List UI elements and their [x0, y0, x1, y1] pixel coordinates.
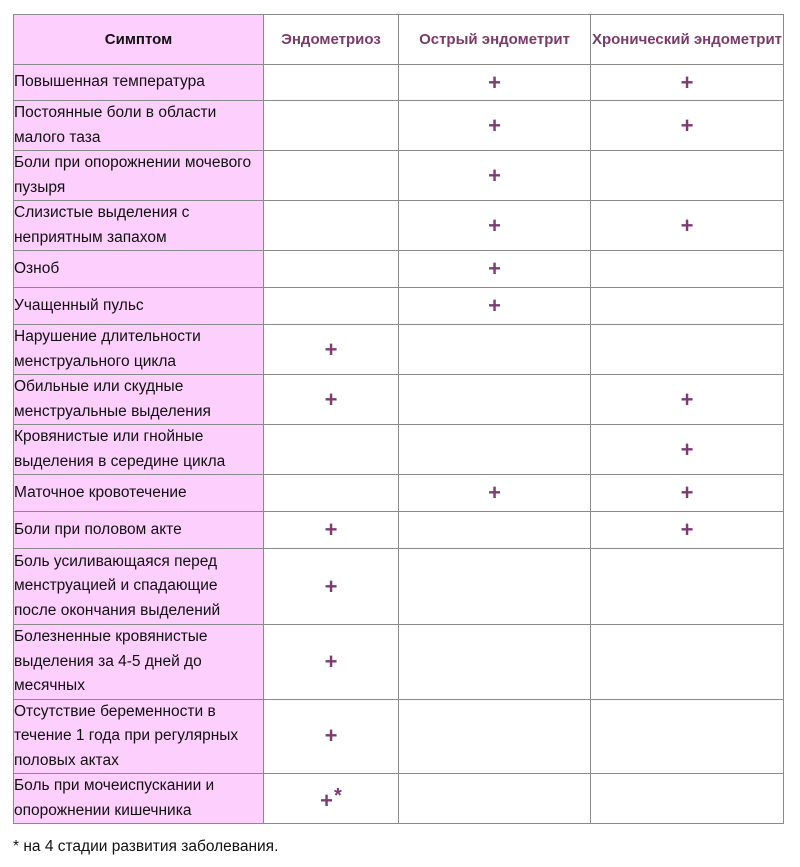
- header-acute-endometritis: Острый эндометрит: [399, 15, 591, 65]
- endometriosis-mark: [264, 625, 399, 700]
- endometriosis-mark: [264, 101, 399, 151]
- acute-mark: [399, 375, 591, 425]
- acute-mark: [399, 325, 591, 375]
- table-row: [14, 288, 784, 325]
- plus-mark: +: [320, 788, 334, 813]
- plus-mark: +: [488, 256, 501, 281]
- chronic-mark: [591, 65, 784, 101]
- acute-mark: [399, 288, 591, 325]
- table-row: [14, 425, 784, 475]
- symptom-cell: Кровянистые или гнойные выделения в середине цикла: [14, 425, 264, 475]
- chronic-mark: [591, 625, 784, 700]
- acute-mark: [399, 65, 591, 101]
- chronic-mark: [591, 774, 784, 824]
- header-endometriosis: Эндометриоз: [264, 15, 399, 65]
- symptom-cell: Боли при опорожнении мочевого пузыря: [14, 151, 264, 201]
- chronic-mark: [591, 151, 784, 201]
- endometriosis-mark: [264, 549, 399, 625]
- symptom-cell: Боль усиливающаяся перед менструацией и спадающие после окончания выделений: [14, 549, 264, 625]
- acute-mark: [399, 251, 591, 288]
- table-row: [14, 201, 784, 251]
- header-symptom: Симптом: [14, 15, 264, 65]
- symptom-comparison-table: [13, 14, 784, 824]
- table-row: [14, 325, 784, 375]
- table-row: [14, 375, 784, 425]
- table-row: [14, 65, 784, 101]
- plus-mark: +: [680, 69, 694, 95]
- table-row: [14, 512, 784, 549]
- chronic-mark: [591, 699, 784, 774]
- endometriosis-mark: [264, 325, 399, 375]
- plus-mark: +: [324, 336, 338, 362]
- acute-mark: [399, 475, 591, 512]
- acute-mark: [399, 425, 591, 475]
- plus-mark: +: [488, 162, 501, 188]
- endometriosis-mark: [264, 65, 399, 101]
- plus-mark: +: [488, 212, 501, 238]
- plus-mark: +: [488, 480, 501, 505]
- acute-mark: [399, 151, 591, 201]
- plus-mark: +: [680, 112, 694, 138]
- symptom-cell: Постоянные боли в области малого таза: [14, 101, 264, 151]
- plus-mark: +: [324, 517, 338, 542]
- symptom-cell: Маточное кровотечение: [14, 475, 264, 512]
- plus-mark: +: [680, 480, 694, 505]
- acute-mark: [399, 549, 591, 625]
- table-row: [14, 774, 784, 824]
- plus-mark: +: [324, 573, 338, 599]
- endometriosis-mark: [264, 251, 399, 288]
- plus-mark: +: [488, 293, 501, 318]
- plus-mark: +: [680, 517, 694, 542]
- endometriosis-mark: [264, 151, 399, 201]
- acute-mark: [399, 774, 591, 824]
- endometriosis-mark: [264, 201, 399, 251]
- table-row: [14, 699, 784, 774]
- symptom-cell: Боли при половом акте: [14, 512, 264, 549]
- plus-mark: +: [324, 648, 338, 674]
- endometriosis-mark: [264, 699, 399, 774]
- endometriosis-mark: [264, 288, 399, 325]
- plus-mark: +: [324, 723, 338, 749]
- symptom-cell: Обильные или скудные менструальные выделения: [14, 375, 264, 425]
- plus-mark: +: [324, 386, 338, 412]
- table-row: [14, 625, 784, 700]
- chronic-mark: [591, 475, 784, 512]
- table-row: [14, 251, 784, 288]
- symptom-cell: Болезненные кровянистые выделения за 4-5 дней до месячных: [14, 625, 264, 700]
- endometriosis-mark: [264, 512, 399, 549]
- acute-mark: [399, 625, 591, 700]
- chronic-mark: [591, 512, 784, 549]
- symptom-cell: Учащенный пульс: [14, 288, 264, 325]
- acute-mark: [399, 101, 591, 151]
- acute-mark: [399, 201, 591, 251]
- chronic-mark: [591, 425, 784, 475]
- endometriosis-mark: [264, 774, 399, 824]
- chronic-mark: [591, 288, 784, 325]
- plus-mark: +: [680, 386, 694, 412]
- chronic-mark: [591, 549, 784, 625]
- symptom-cell: Озноб: [14, 251, 264, 288]
- table-row: [14, 101, 784, 151]
- chronic-mark: [591, 325, 784, 375]
- endometriosis-mark: [264, 425, 399, 475]
- chronic-mark: [591, 101, 784, 151]
- table-row: [14, 475, 784, 512]
- symptom-cell: Слизистые выделения с неприятным запахом: [14, 201, 264, 251]
- footnote: * на 4 стадии развития заболевания.: [13, 838, 279, 855]
- header-chronic-endometritis: Хронический эндометрит: [591, 15, 784, 65]
- symptom-cell: Нарушение длительности менструального цикла: [14, 325, 264, 375]
- symptom-cell: Повышенная температура: [14, 65, 264, 101]
- chronic-mark: [591, 375, 784, 425]
- table-row: [14, 549, 784, 625]
- chronic-mark: [591, 201, 784, 251]
- plus-mark: +: [488, 112, 501, 138]
- symptom-cell: Отсутствие беременности в течение 1 года при регулярных половых актах: [14, 699, 264, 774]
- acute-mark: [399, 512, 591, 549]
- endometriosis-mark: [264, 475, 399, 512]
- endometriosis-mark: [264, 375, 399, 425]
- plus-mark: +: [680, 212, 694, 238]
- symptom-cell: Боль при мочеиспускании и опорожнении кишечника: [14, 774, 264, 824]
- table-row: [14, 151, 784, 201]
- chronic-mark: [591, 251, 784, 288]
- plus-mark: +: [680, 436, 694, 462]
- acute-mark: [399, 699, 591, 774]
- table-header-row: [14, 15, 784, 65]
- footnote-asterisk: *: [334, 785, 342, 807]
- plus-mark: +: [488, 69, 501, 95]
